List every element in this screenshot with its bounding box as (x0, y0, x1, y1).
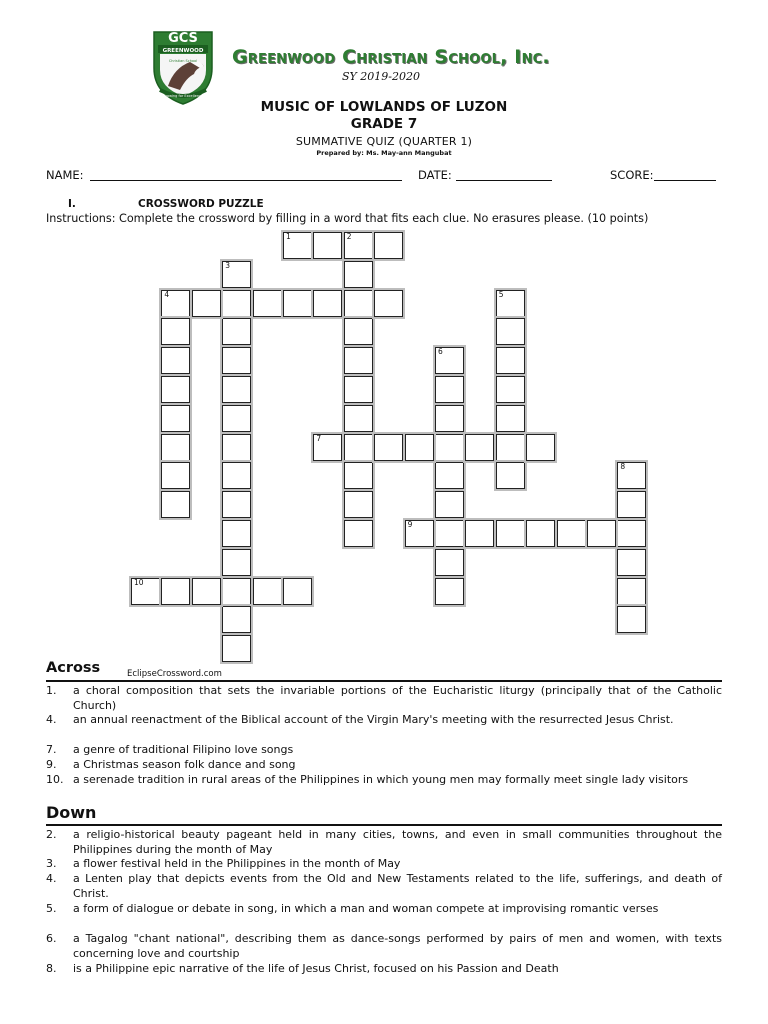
clue-text: a genre of traditional Filipino love songs (73, 743, 294, 756)
clue-number: 6 (438, 347, 443, 357)
crossword-cell[interactable] (344, 290, 373, 317)
down-heading: Down (46, 803, 97, 822)
crossword-cell[interactable] (344, 520, 373, 547)
logo-initials: GCS (168, 31, 198, 46)
crossword-cell[interactable] (496, 520, 525, 547)
crossword-cell[interactable] (374, 290, 403, 317)
clue-text: is a Philippine epic narrative of the life of Jesus Christ, focused on his Passion and Death (73, 962, 559, 975)
clue-number: 10 (134, 577, 144, 587)
crossword-cell[interactable] (283, 232, 312, 259)
crossword-cell[interactable] (222, 376, 251, 403)
crossword-cell[interactable] (344, 232, 373, 259)
logo-subtitle: Christian School (168, 59, 198, 63)
crossword-cell[interactable] (496, 405, 525, 432)
crossword-cell[interactable] (617, 491, 646, 518)
crossword-cell[interactable] (283, 290, 312, 317)
crossword-cell[interactable] (435, 578, 464, 605)
crossword-cell[interactable] (374, 434, 403, 461)
crossword-cell[interactable] (313, 290, 342, 317)
crossword-cell[interactable] (161, 578, 190, 605)
crossword-cell[interactable] (222, 606, 251, 633)
crossword-cell[interactable] (222, 578, 251, 605)
clue-number-label: 4. (46, 872, 57, 885)
crossword-cell[interactable] (557, 520, 586, 547)
crossword-cell[interactable] (222, 405, 251, 432)
section-number: I. (68, 198, 76, 210)
crossword-cell[interactable] (222, 347, 251, 374)
clue-item (46, 962, 722, 977)
clue-number-label: 2. (46, 828, 57, 841)
crossword-cell[interactable] (405, 434, 434, 461)
crossword-cell[interactable] (496, 462, 525, 489)
clue-number: 9 (407, 520, 413, 529)
clue-text: a choral composition that sets the invariable portions of the Eucharistic liturgy (principally that of the Catholic Church) (73, 684, 722, 712)
logo-banner: GREENWOOD (162, 48, 204, 54)
section-title: CROSSWORD PUZZLE (138, 198, 264, 210)
crossword-cell[interactable] (435, 549, 464, 576)
crossword-cell[interactable] (465, 520, 494, 547)
clue-number-label: 6. (46, 932, 57, 945)
crossword-cell[interactable] (496, 290, 525, 317)
crossword-cell[interactable] (222, 462, 251, 489)
crossword-cell[interactable] (313, 232, 342, 259)
crossword-cell[interactable] (161, 405, 190, 432)
crossword-cell[interactable] (496, 318, 525, 345)
clue-item (46, 758, 722, 773)
crossword-cell[interactable] (222, 549, 251, 576)
crossword-cell[interactable] (344, 376, 373, 403)
clue-number-label: 4. (46, 713, 57, 726)
crossword-cell[interactable] (344, 491, 373, 518)
crossword-cell[interactable] (435, 405, 464, 432)
date-label: DATE: (418, 168, 452, 182)
crossword-cell[interactable] (222, 290, 251, 317)
school-name: Greenwood Christian School, Inc. (232, 46, 550, 68)
crossword-cell[interactable] (435, 347, 464, 374)
crossword-cell[interactable] (344, 318, 373, 345)
crossword-cell[interactable] (435, 520, 464, 547)
crossword-cell[interactable] (344, 347, 373, 374)
score-label: SCORE: (610, 168, 654, 182)
crossword-cell[interactable] (131, 578, 160, 605)
crossword-cell[interactable] (222, 261, 251, 288)
crossword-cell[interactable] (222, 635, 251, 662)
clue-text: a Tagalog "chant national", describing them as dance-songs performed by pairs of men and women, with texts concerning love and courtship (73, 932, 722, 960)
crossword-cell[interactable] (496, 434, 525, 461)
crossword-cell[interactable] (344, 434, 373, 461)
crossword-cell[interactable] (253, 290, 282, 317)
clue-number-label: 8. (46, 962, 57, 975)
crossword-cell[interactable] (617, 520, 646, 547)
grade-level: GRADE 7 (350, 116, 418, 132)
crossword-cell[interactable] (435, 462, 464, 489)
across-divider (46, 680, 722, 682)
quiz-title: MUSIC OF LOWLANDS OF LUZON (260, 99, 508, 115)
clue-number-label: 5. (46, 902, 57, 915)
crossword-cell[interactable] (283, 578, 312, 605)
clue-number: 4 (164, 289, 170, 299)
clue-text: a form of dialogue or debate in song, in which a man and woman compete at improvising romantic verses (73, 902, 659, 915)
crossword-cell[interactable] (496, 376, 525, 403)
clue-item (46, 773, 722, 788)
crossword-cell[interactable] (617, 549, 646, 576)
prepared-by: Prepared by: Ms. May-ann Mangubat (316, 149, 452, 157)
crossword-cell[interactable] (344, 405, 373, 432)
crossword-cell[interactable] (344, 462, 373, 489)
clue-number-label: 10. (46, 773, 64, 786)
clue-number-label: 3. (46, 857, 57, 870)
crossword-cell[interactable] (313, 434, 342, 461)
crossword-cell[interactable] (405, 520, 434, 547)
clue-text: a serenade tradition in rural areas of the Philippines in which young men may formally meet single lady visitors (73, 773, 689, 786)
crossword-cell[interactable] (222, 434, 251, 461)
name-label: NAME: (46, 168, 84, 182)
clue-item (46, 932, 722, 961)
crossword-cell[interactable] (374, 232, 403, 259)
crossword-cell[interactable] (617, 606, 646, 633)
crossword-cell[interactable] (253, 578, 282, 605)
clue-number: 3 (225, 260, 230, 270)
clue-number: 2 (346, 232, 352, 241)
crossword-cell[interactable] (496, 347, 525, 374)
clue-text: a flower festival held in the Philippines in the month of May (73, 857, 401, 870)
clue-item (46, 857, 722, 872)
crossword-cell[interactable] (222, 520, 251, 547)
crossword-cell[interactable] (617, 462, 646, 489)
clue-item (46, 684, 722, 713)
clue-text: an annual reenactment of the Biblical account of the Virgin Mary's meeting with the resurrected Jesus Christ. (73, 713, 674, 726)
crossword-cell[interactable] (192, 290, 221, 317)
clue-number: 1 (286, 232, 291, 241)
clue-item (46, 743, 722, 758)
crossword-cell[interactable] (161, 462, 190, 489)
crossword-cell[interactable] (465, 434, 494, 461)
clue-number-label: 7. (46, 743, 57, 756)
quiz-subtitle: SUMMATIVE QUIZ (QUARTER 1) (295, 135, 473, 148)
crossword-cell[interactable] (435, 434, 464, 461)
crossword-cell[interactable] (617, 578, 646, 605)
clue-number: 8 (620, 462, 626, 472)
clue-item (46, 872, 722, 901)
crossword-cell[interactable] (344, 261, 373, 288)
crossword-cell[interactable] (526, 520, 555, 547)
clue-text: a Christmas season folk dance and song (73, 758, 296, 771)
crossword-cell[interactable] (587, 520, 616, 547)
across-heading: Across (46, 660, 101, 676)
clue-item (46, 902, 722, 917)
crossword-cell[interactable] (161, 434, 190, 461)
clue-number: 7 (316, 433, 322, 443)
crossword-cell[interactable] (435, 376, 464, 403)
crossword-cell[interactable] (222, 318, 251, 345)
clue-item (46, 828, 722, 857)
crossword-cell[interactable] (222, 491, 251, 518)
clue-text: a Lenten play that depicts events from the Old and New Testaments related to the life, sufferings, and death of Christ. (73, 872, 722, 900)
logo-motto: Growing for Excellence (162, 94, 204, 98)
crossword-cell[interactable] (161, 347, 190, 374)
crossword-cell[interactable] (161, 376, 190, 403)
down-divider (46, 824, 722, 826)
crossword-cell[interactable] (192, 578, 221, 605)
crossword-cell[interactable] (161, 491, 190, 518)
clue-number-label: 1. (46, 684, 57, 697)
crossword-cell[interactable] (435, 491, 464, 518)
credit-text: EclipseCrossword.com (127, 669, 222, 679)
clue-item (46, 713, 722, 728)
crossword-cell[interactable] (161, 290, 190, 317)
crossword-cell[interactable] (161, 318, 190, 345)
school-year: SY 2019-2020 (342, 70, 420, 83)
crossword-cell[interactable] (526, 434, 555, 461)
instructions: Instructions: Complete the crossword by filling in a word that fits each clue. No erasures please. (10 points) (46, 212, 649, 225)
clue-text: a religio-historical beauty pageant held in many cities, towns, and even in small communities throughout the Philippines during the month of May (73, 828, 722, 856)
clue-number-label: 9. (46, 758, 57, 771)
clue-number: 5 (498, 289, 504, 299)
